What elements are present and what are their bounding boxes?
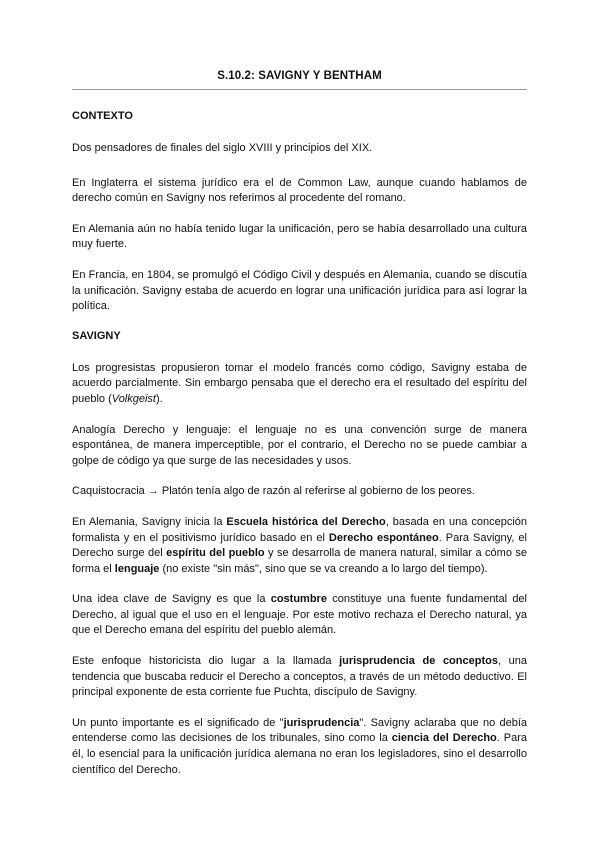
bold-term: ciencia del Derecho	[391, 732, 497, 745]
bold-term: lenguaje	[114, 562, 160, 575]
bold-term: Derecho espontáneo	[328, 531, 439, 544]
paragraph: Dos pensadores de finales del siglo XVIII y principios del XIX.	[72, 142, 373, 154]
paragraph: Un punto importante es el significado de "jurisprudencia". Savigny aclaraba que no debía entenderse como las decisiones de los tribunales, sino como la ciencia del Derecho. Para él, lo esencial para la unificación jurídica alemana no eran los legisladores, sino el desarrollo científico del Derecho.	[72, 716, 528, 776]
section-heading-contexto: CONTEXTO	[72, 110, 133, 122]
paragraph: En Inglaterra el sistema jurídico era el de Common Law, aunque cuando hablamos de derecho común en Savigny nos referimos al procedente del romano.	[72, 176, 527, 205]
paragraph: Analogía Derecho y lenguaje: el lenguaje no es una convención surge de manera espontánea, de manera imperceptible, por el contrario, el Derecho no se puede cambiar a golpe de código ya que surge de las necesidades y usos.	[72, 423, 527, 467]
paragraph: Una idea clave de Savigny es que la costumbre constituye una fuente fundamental del Derecho, al igual que el uso en el lenguaje. Por este motivo rechaza el Derecho natural, ya que el Derecho emana del espíritu del pueblo alemán.	[72, 593, 527, 637]
paragraph: En Francia, en 1804, se promulgó el Código Civil y después en Alemania, cuando se discutía la unificación. Savigny estaba de acuerdo en lograr una unificación jurídica para así lograr la política.	[72, 268, 527, 313]
bold-term: jurisprudencia de conceptos	[339, 655, 498, 668]
document-page	[72, 70, 527, 793]
emphasis-term: Volkgeist	[111, 392, 156, 405]
document-title: S.10.2: SAVIGNY Y BENTHAM	[217, 70, 382, 82]
bold-term: Escuela histórica del Derecho	[226, 515, 386, 528]
paragraph: Este enfoque historicista dio lugar a la llamada jurisprudencia de conceptos, una tendencia que buscaba reducir el Derecho a conceptos, a través de un método deductivo. El principal exponente de esta corriente fue Puchta, discípulo de Savigny.	[72, 655, 527, 699]
title-divider	[72, 89, 527, 90]
bold-term: espíritu del pueblo	[166, 547, 265, 560]
section-heading-savigny: SAVIGNY	[72, 329, 121, 342]
paragraph: En Alemania, Savigny inicia la Escuela histórica del Derecho, basada en una concepción formalista y en el positivismo jurídico basado en el Derecho espontáneo. Para Savigny, el Derecho surge del espíritu del pueblo y se desarrolla de manera natural, similar a cómo se forma el lenguaje (no existe "sin más", sino que se va creando a lo largo del tiempo).	[72, 515, 527, 575]
paragraph: En Alemania aún no había tenido lugar la unificación, pero se había desarrollado una cultura muy fuerte.	[72, 222, 527, 251]
bold-term: costumbre	[270, 593, 327, 606]
paragraph: Caquistocracia → Platón tenía algo de razón al referirse al gobierno de los peores.	[72, 485, 475, 498]
paragraph: Los progresistas propusieron tomar el modelo francés como código, Savigny estaba de acuerdo parcialmente. Sin embargo pensaba que el derecho era el resultado del espíritu del pueblo (Volkgeist).	[72, 361, 527, 405]
bold-term: jurisprudencia	[283, 716, 360, 729]
